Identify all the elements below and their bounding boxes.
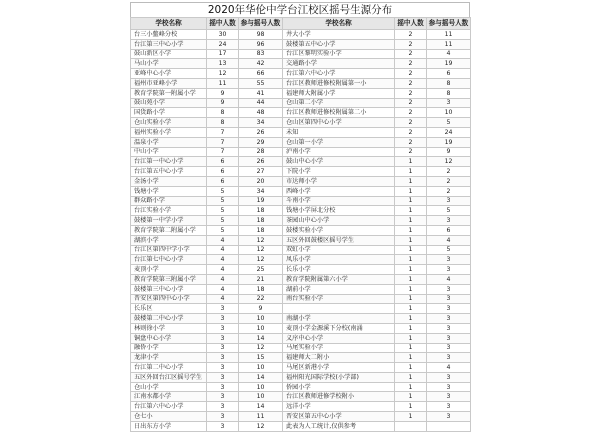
selected-count-right-cell: 1 xyxy=(395,216,427,226)
school-name-left-cell: 仓山小学 xyxy=(131,382,207,392)
table-row xyxy=(131,137,471,147)
selected-count-left-cell: 11 xyxy=(207,78,239,88)
selected-count-left-cell: 3 xyxy=(207,392,239,402)
school-name-left-cell: 鼓楼第一中学小学 xyxy=(131,216,207,226)
participant-count-right-cell: 6 xyxy=(427,225,471,235)
table-row xyxy=(131,157,471,167)
participant-count-left-cell: 14 xyxy=(239,333,283,343)
selected-count-right-cell: 2 xyxy=(395,108,427,118)
table-row xyxy=(131,421,471,431)
selected-count-left-cell: 5 xyxy=(207,206,239,216)
school-name-left-cell: 麦顶小学 xyxy=(131,265,207,275)
selected-count-right-cell: 1 xyxy=(395,245,427,255)
selected-count-right-cell: 2 xyxy=(395,59,427,69)
participant-count-left-cell: 12 xyxy=(239,255,283,265)
school-name-right-cell: 台江区教师进修校附属第一小 xyxy=(283,78,395,88)
participant-count-left-cell: 26 xyxy=(239,127,283,137)
school-name-left-cell: 江南水都小学 xyxy=(131,392,207,402)
participant-count-right-cell: 12 xyxy=(427,157,471,167)
table-row xyxy=(131,98,471,108)
selected-count-left-cell: 3 xyxy=(207,402,239,412)
selected-count-right-cell: 1 xyxy=(395,392,427,402)
selected-count-right-cell: 1 xyxy=(395,265,427,275)
table-row xyxy=(131,363,471,373)
participant-count-left-cell: 18 xyxy=(239,284,283,294)
school-name-right-cell: 仓山第一小学 xyxy=(283,137,395,147)
participant-count-left-cell: 10 xyxy=(239,392,283,402)
selected-count-left-cell: 8 xyxy=(207,108,239,118)
school-name-right-cell: 交通路小学 xyxy=(283,59,395,69)
school-name-left-cell: 日出东方小学 xyxy=(131,421,207,431)
selected-count-left-cell: 5 xyxy=(207,186,239,196)
selected-count-right-cell: 2 xyxy=(395,98,427,108)
selected-count-left-cell: 4 xyxy=(207,274,239,284)
school-name-right-cell: 麦顶小学金源溪下分校(南涌 xyxy=(283,323,395,333)
school-name-right-cell: 下院小学 xyxy=(283,167,395,177)
table-row xyxy=(131,343,471,353)
participant-count-left-cell: 83 xyxy=(239,49,283,59)
participant-count-left-cell: 21 xyxy=(239,274,283,284)
header-selected-count-left: 摇中人数 xyxy=(207,18,239,30)
participant-count-left-cell: 44 xyxy=(239,98,283,108)
participant-count-right-cell: 3 xyxy=(427,323,471,333)
table-row xyxy=(131,255,471,265)
participant-count-right-cell: 3 xyxy=(427,402,471,412)
selected-count-right-cell: 1 xyxy=(395,284,427,294)
school-name-right-cell: 教育学院附属第六小学 xyxy=(283,274,395,284)
table-row xyxy=(131,402,471,412)
selected-count-right-cell: 1 xyxy=(395,412,427,422)
selected-count-left-cell: 13 xyxy=(207,59,239,69)
selected-count-left-cell: 9 xyxy=(207,98,239,108)
school-name-left-cell: 长乐区 xyxy=(131,304,207,314)
school-name-right-cell: 鼓楼第五中心小学 xyxy=(283,39,395,49)
school-name-right-cell xyxy=(283,304,395,314)
selected-count-left-cell: 4 xyxy=(207,294,239,304)
participant-count-right-cell: 4 xyxy=(427,235,471,245)
participant-count-left-cell: 12 xyxy=(239,235,283,245)
participant-count-right-cell: 3 xyxy=(427,333,471,343)
participant-count-right-cell: 3 xyxy=(427,255,471,265)
school-name-right-cell: 远洋小学 xyxy=(283,402,395,412)
selected-count-left-cell: 3 xyxy=(207,382,239,392)
school-name-left-cell: 台江第五中心小学 xyxy=(131,167,207,177)
table-row xyxy=(131,118,471,128)
table-row xyxy=(131,69,471,79)
table-row xyxy=(131,78,471,88)
participant-count-left-cell: 12 xyxy=(239,343,283,353)
school-name-left-cell: 鼓山新区小学 xyxy=(131,49,207,59)
school-name-left-cell: 马山小学 xyxy=(131,59,207,69)
participant-count-left-cell: 41 xyxy=(239,88,283,98)
school-name-left-cell: 教育学院第一附属小学 xyxy=(131,88,207,98)
table-row xyxy=(131,245,471,255)
table-row xyxy=(131,167,471,177)
selected-count-left-cell: 3 xyxy=(207,314,239,324)
participant-count-left-cell: 18 xyxy=(239,216,283,226)
selected-count-right-cell: 2 xyxy=(395,30,427,40)
table-row xyxy=(131,216,471,226)
participant-count-right-cell: 3 xyxy=(427,284,471,294)
school-name-left-cell: 温泉小学 xyxy=(131,137,207,147)
school-name-right-cell: 鼓山中心小学 xyxy=(283,157,395,167)
participant-count-left-cell: 25 xyxy=(239,265,283,275)
participant-count-right-cell: 3 xyxy=(427,353,471,363)
selected-count-right-cell: 1 xyxy=(395,206,427,216)
participant-count-right-cell: 9 xyxy=(427,147,471,157)
selected-count-left-cell: 12 xyxy=(207,69,239,79)
table-row xyxy=(131,265,471,275)
selected-count-right-cell: 1 xyxy=(395,176,427,186)
participant-count-right-cell: 4 xyxy=(427,274,471,284)
school-name-left-cell: 中山小学 xyxy=(131,147,207,157)
header-row xyxy=(131,18,471,30)
school-name-right-cell: 双虹小学 xyxy=(283,245,395,255)
table-row xyxy=(131,176,471,186)
participant-count-right-cell: 5 xyxy=(427,245,471,255)
selected-count-left-cell: 5 xyxy=(207,225,239,235)
selected-count-left-cell: 4 xyxy=(207,245,239,255)
school-name-left-cell: 湖滨小学 xyxy=(131,235,207,245)
score-sheet xyxy=(130,2,470,430)
school-name-left-cell: 台江第三中心小学 xyxy=(131,39,207,49)
table-row xyxy=(131,88,471,98)
table-row xyxy=(131,304,471,314)
school-name-left-cell: 台三小鳌峰分校 xyxy=(131,30,207,40)
school-name-left-cell: 教育学院第二附属小学 xyxy=(131,225,207,235)
participant-count-left-cell: 9 xyxy=(239,304,283,314)
selected-count-left-cell: 4 xyxy=(207,235,239,245)
school-name-left-cell: 台江区第四中学小学 xyxy=(131,245,207,255)
school-name-right-cell: 福建师大附属小学 xyxy=(283,88,395,98)
selected-count-left-cell: 3 xyxy=(207,363,239,373)
school-name-left-cell: 仓七小 xyxy=(131,412,207,422)
selected-count-left-cell: 5 xyxy=(207,196,239,206)
selected-count-right-cell: 2 xyxy=(395,127,427,137)
school-name-right-cell: 长乐小学 xyxy=(283,265,395,275)
school-name-right-cell: 台江区黎明实验小学 xyxy=(283,49,395,59)
table-row xyxy=(131,30,471,40)
selected-count-right-cell: 2 xyxy=(395,39,427,49)
selected-count-left-cell: 17 xyxy=(207,49,239,59)
selected-count-right-cell: 2 xyxy=(395,88,427,98)
school-name-right-cell: 台江区教师进修校附属第二小 xyxy=(283,108,395,118)
participant-count-right-cell: 3 xyxy=(427,304,471,314)
selected-count-right-cell: 1 xyxy=(395,353,427,363)
school-name-left-cell: 福州实验小学 xyxy=(131,127,207,137)
school-name-right-cell: 台江第六中心小学 xyxy=(283,69,395,79)
table-body xyxy=(131,30,471,432)
table-row xyxy=(131,225,471,235)
selected-count-right-cell: 1 xyxy=(395,294,427,304)
selected-count-left-cell: 6 xyxy=(207,167,239,177)
selected-count-right-cell: 1 xyxy=(395,167,427,177)
selected-count-left-cell: 3 xyxy=(207,421,239,431)
participant-count-right-cell: 3 xyxy=(427,98,471,108)
selected-count-left-cell: 3 xyxy=(207,343,239,353)
selected-count-left-cell: 3 xyxy=(207,372,239,382)
school-name-left-cell: 林则徐小学 xyxy=(131,323,207,333)
participant-count-left-cell: 48 xyxy=(239,108,283,118)
school-name-left-cell: 仓山实验小学 xyxy=(131,118,207,128)
participant-count-left-cell: 12 xyxy=(239,245,283,255)
selected-count-right-cell: 1 xyxy=(395,314,427,324)
school-name-right-cell: 斗南小学 xyxy=(283,196,395,206)
school-name-left-cell: 亚峰中心小学 xyxy=(131,69,207,79)
school-name-right-cell: 鼓楼实验小学 xyxy=(283,225,395,235)
selected-count-right-cell: 1 xyxy=(395,255,427,265)
selected-count-right-cell: 1 xyxy=(395,323,427,333)
selected-count-right-cell xyxy=(395,421,427,431)
table-row xyxy=(131,147,471,157)
selected-count-left-cell: 3 xyxy=(207,304,239,314)
participant-count-left-cell: 14 xyxy=(239,402,283,412)
table-row xyxy=(131,333,471,343)
school-name-right-cell: 井大小学 xyxy=(283,30,395,40)
selected-count-left-cell: 3 xyxy=(207,412,239,422)
school-name-left-cell: 鼓楼第二中心小学 xyxy=(131,314,207,324)
table-row xyxy=(131,127,471,137)
school-name-left-cell: 群众路小学 xyxy=(131,196,207,206)
participant-count-right-cell: 3 xyxy=(427,314,471,324)
selected-count-left-cell: 5 xyxy=(207,216,239,226)
selected-count-right-cell: 1 xyxy=(395,186,427,196)
selected-count-left-cell: 30 xyxy=(207,30,239,40)
selected-count-left-cell: 3 xyxy=(207,323,239,333)
selected-count-right-cell: 1 xyxy=(395,304,427,314)
participant-count-right-cell: 24 xyxy=(427,127,471,137)
participant-count-left-cell: 14 xyxy=(239,372,283,382)
participant-count-left-cell: 20 xyxy=(239,176,283,186)
participant-count-right-cell: 19 xyxy=(427,137,471,147)
table-row xyxy=(131,314,471,324)
school-name-right-cell: 此表为人工统计,仅供参考 xyxy=(283,421,395,431)
selected-count-left-cell: 7 xyxy=(207,147,239,157)
participant-count-left-cell: 26 xyxy=(239,157,283,167)
selected-count-right-cell: 1 xyxy=(395,363,427,373)
school-name-right-cell: 仓山第二小学 xyxy=(283,98,395,108)
school-name-left-cell: 台江实验小学 xyxy=(131,206,207,216)
header-school-name-right: 学校名称 xyxy=(283,18,395,30)
school-name-left-cell: 台江第二中心小学 xyxy=(131,363,207,373)
participant-count-right-cell: 3 xyxy=(427,216,471,226)
header-participant-count-right: 参与摇号人数 xyxy=(427,18,471,30)
selected-count-left-cell: 9 xyxy=(207,88,239,98)
school-name-left-cell: 国货路小学 xyxy=(131,108,207,118)
participant-count-left-cell: 10 xyxy=(239,382,283,392)
school-name-right-cell: 南湖小学 xyxy=(283,314,395,324)
participant-count-left-cell: 10 xyxy=(239,363,283,373)
school-name-right-cell: 侨园小学 xyxy=(283,382,395,392)
school-name-right-cell: 钱塘小学屏北分校 xyxy=(283,206,395,216)
school-name-left-cell: 鼓山苑小学 xyxy=(131,98,207,108)
distribution-table xyxy=(130,17,471,432)
participant-count-right-cell: 8 xyxy=(427,88,471,98)
table-row xyxy=(131,108,471,118)
participant-count-left-cell: 66 xyxy=(239,69,283,79)
selected-count-right-cell: 1 xyxy=(395,382,427,392)
selected-count-left-cell: 24 xyxy=(207,39,239,49)
school-name-left-cell: 福州市亚峰小学 xyxy=(131,78,207,88)
table-row xyxy=(131,372,471,382)
school-name-right-cell: 市达师小学 xyxy=(283,176,395,186)
school-name-left-cell: 融侨小学 xyxy=(131,343,207,353)
school-name-left-cell: 钱塘小学 xyxy=(131,186,207,196)
table-row xyxy=(131,412,471,422)
participant-count-right-cell: 3 xyxy=(427,343,471,353)
selected-count-right-cell: 2 xyxy=(395,69,427,79)
selected-count-right-cell: 1 xyxy=(395,274,427,284)
selected-count-left-cell: 7 xyxy=(207,127,239,137)
participant-count-right-cell: 11 xyxy=(427,39,471,49)
selected-count-right-cell: 2 xyxy=(395,137,427,147)
school-name-right-cell: 未知 xyxy=(283,127,395,137)
school-name-right-cell: 福建师大二附小 xyxy=(283,353,395,363)
school-name-left-cell: 金汤小学 xyxy=(131,176,207,186)
participant-count-right-cell xyxy=(427,421,471,431)
table-row xyxy=(131,353,471,363)
participant-count-right-cell: 3 xyxy=(427,294,471,304)
participant-count-right-cell: 5 xyxy=(427,206,471,216)
school-name-right-cell: 仓山区第四中心小学 xyxy=(283,118,395,128)
selected-count-left-cell: 8 xyxy=(207,118,239,128)
school-name-left-cell: 台江第一中心小学 xyxy=(131,157,207,167)
participant-count-left-cell: 12 xyxy=(239,421,283,431)
school-name-right-cell: 马尾区新港小学 xyxy=(283,363,395,373)
participant-count-left-cell: 28 xyxy=(239,147,283,157)
selected-count-right-cell: 1 xyxy=(395,372,427,382)
selected-count-right-cell: 2 xyxy=(395,147,427,157)
participant-count-right-cell: 11 xyxy=(427,30,471,40)
table-row xyxy=(131,196,471,206)
school-name-left-cell: 晋安区第四中心小学 xyxy=(131,294,207,304)
participant-count-right-cell: 2 xyxy=(427,186,471,196)
selected-count-right-cell: 1 xyxy=(395,235,427,245)
participant-count-right-cell: 3 xyxy=(427,265,471,275)
school-name-right-cell: 马尾实验小学 xyxy=(283,343,395,353)
table-row xyxy=(131,49,471,59)
school-name-right-cell: 台江区教师进修学校附小 xyxy=(283,392,395,402)
participant-count-right-cell: 4 xyxy=(427,363,471,373)
participant-count-right-cell: 10 xyxy=(427,108,471,118)
table-row xyxy=(131,235,471,245)
school-name-left-cell: 五区外回台江区摇号学生 xyxy=(131,372,207,382)
selected-count-left-cell: 6 xyxy=(207,176,239,186)
participant-count-left-cell: 42 xyxy=(239,59,283,69)
selected-count-right-cell: 1 xyxy=(395,402,427,412)
school-name-left-cell: 铜盘中心小学 xyxy=(131,333,207,343)
table-row xyxy=(131,382,471,392)
participant-count-left-cell: 15 xyxy=(239,353,283,363)
header-participant-count-left: 参与摇号人数 xyxy=(239,18,283,30)
participant-count-left-cell: 19 xyxy=(239,196,283,206)
participant-count-right-cell: 2 xyxy=(427,176,471,186)
table-row xyxy=(131,39,471,49)
participant-count-left-cell: 98 xyxy=(239,30,283,40)
participant-count-left-cell: 18 xyxy=(239,206,283,216)
participant-count-left-cell: 34 xyxy=(239,186,283,196)
table-row xyxy=(131,294,471,304)
selected-count-right-cell: 1 xyxy=(395,225,427,235)
table-row xyxy=(131,284,471,294)
participant-count-left-cell: 29 xyxy=(239,137,283,147)
selected-count-left-cell: 3 xyxy=(207,353,239,363)
participant-count-left-cell: 27 xyxy=(239,167,283,177)
table-row xyxy=(131,323,471,333)
selected-count-left-cell: 6 xyxy=(207,157,239,167)
participant-count-right-cell: 2 xyxy=(427,167,471,177)
selected-count-left-cell: 4 xyxy=(207,265,239,275)
school-name-right-cell: 义序中心小学 xyxy=(283,333,395,343)
school-name-right-cell: 凤乐小学 xyxy=(283,255,395,265)
school-name-right-cell: 湖前小学 xyxy=(283,284,395,294)
selected-count-right-cell: 1 xyxy=(395,157,427,167)
participant-count-right-cell: 5 xyxy=(427,118,471,128)
selected-count-left-cell: 4 xyxy=(207,284,239,294)
participant-count-right-cell: 8 xyxy=(427,78,471,88)
school-name-left-cell: 教育学院第三附属小学 xyxy=(131,274,207,284)
school-name-left-cell: 龙津小学 xyxy=(131,353,207,363)
selected-count-right-cell: 2 xyxy=(395,118,427,128)
school-name-left-cell: 台江第七中心小学 xyxy=(131,255,207,265)
school-name-right-cell: 南台实验小学 xyxy=(283,294,395,304)
table-row xyxy=(131,59,471,69)
header-selected-count-right: 摇中人数 xyxy=(395,18,427,30)
selected-count-right-cell: 1 xyxy=(395,333,427,343)
participant-count-right-cell: 3 xyxy=(427,392,471,402)
table-row xyxy=(131,274,471,284)
participant-count-left-cell: 22 xyxy=(239,294,283,304)
participant-count-right-cell: 4 xyxy=(427,49,471,59)
sheet-title: 2020年华伦中学台江校区摇号生源分布 xyxy=(130,2,470,17)
school-name-right-cell: 西峰小学 xyxy=(283,186,395,196)
school-name-right-cell: 茶园山中心小学 xyxy=(283,216,395,226)
participant-count-left-cell: 96 xyxy=(239,39,283,49)
participant-count-left-cell: 18 xyxy=(239,225,283,235)
participant-count-right-cell: 3 xyxy=(427,382,471,392)
header-school-name-left: 学校名称 xyxy=(131,18,207,30)
participant-count-right-cell: 19 xyxy=(427,59,471,69)
participant-count-left-cell: 55 xyxy=(239,78,283,88)
selected-count-left-cell: 3 xyxy=(207,333,239,343)
school-name-right-cell: 五区外回鼓楼区摇号学生 xyxy=(283,235,395,245)
selected-count-right-cell: 2 xyxy=(395,78,427,88)
selected-count-right-cell: 1 xyxy=(395,343,427,353)
selected-count-left-cell: 4 xyxy=(207,255,239,265)
participant-count-left-cell: 11 xyxy=(239,412,283,422)
participant-count-right-cell: 3 xyxy=(427,372,471,382)
participant-count-left-cell: 10 xyxy=(239,314,283,324)
participant-count-left-cell: 10 xyxy=(239,323,283,333)
school-name-left-cell: 鼓楼第三中心小学 xyxy=(131,284,207,294)
school-name-right-cell: 福州阳光国际学校(小学部) xyxy=(283,372,395,382)
school-name-right-cell: 泸南小学 xyxy=(283,147,395,157)
school-name-right-cell: 晋安区第五中心小学 xyxy=(283,412,395,422)
selected-count-right-cell: 1 xyxy=(395,196,427,206)
participant-count-right-cell: 3 xyxy=(427,196,471,206)
participant-count-right-cell: 3 xyxy=(427,412,471,422)
selected-count-right-cell: 2 xyxy=(395,49,427,59)
participant-count-left-cell: 34 xyxy=(239,118,283,128)
table-row xyxy=(131,206,471,216)
table-row xyxy=(131,186,471,196)
participant-count-right-cell: 6 xyxy=(427,69,471,79)
selected-count-left-cell: 7 xyxy=(207,137,239,147)
school-name-left-cell: 台江第六中心小学 xyxy=(131,402,207,412)
table-row xyxy=(131,392,471,402)
